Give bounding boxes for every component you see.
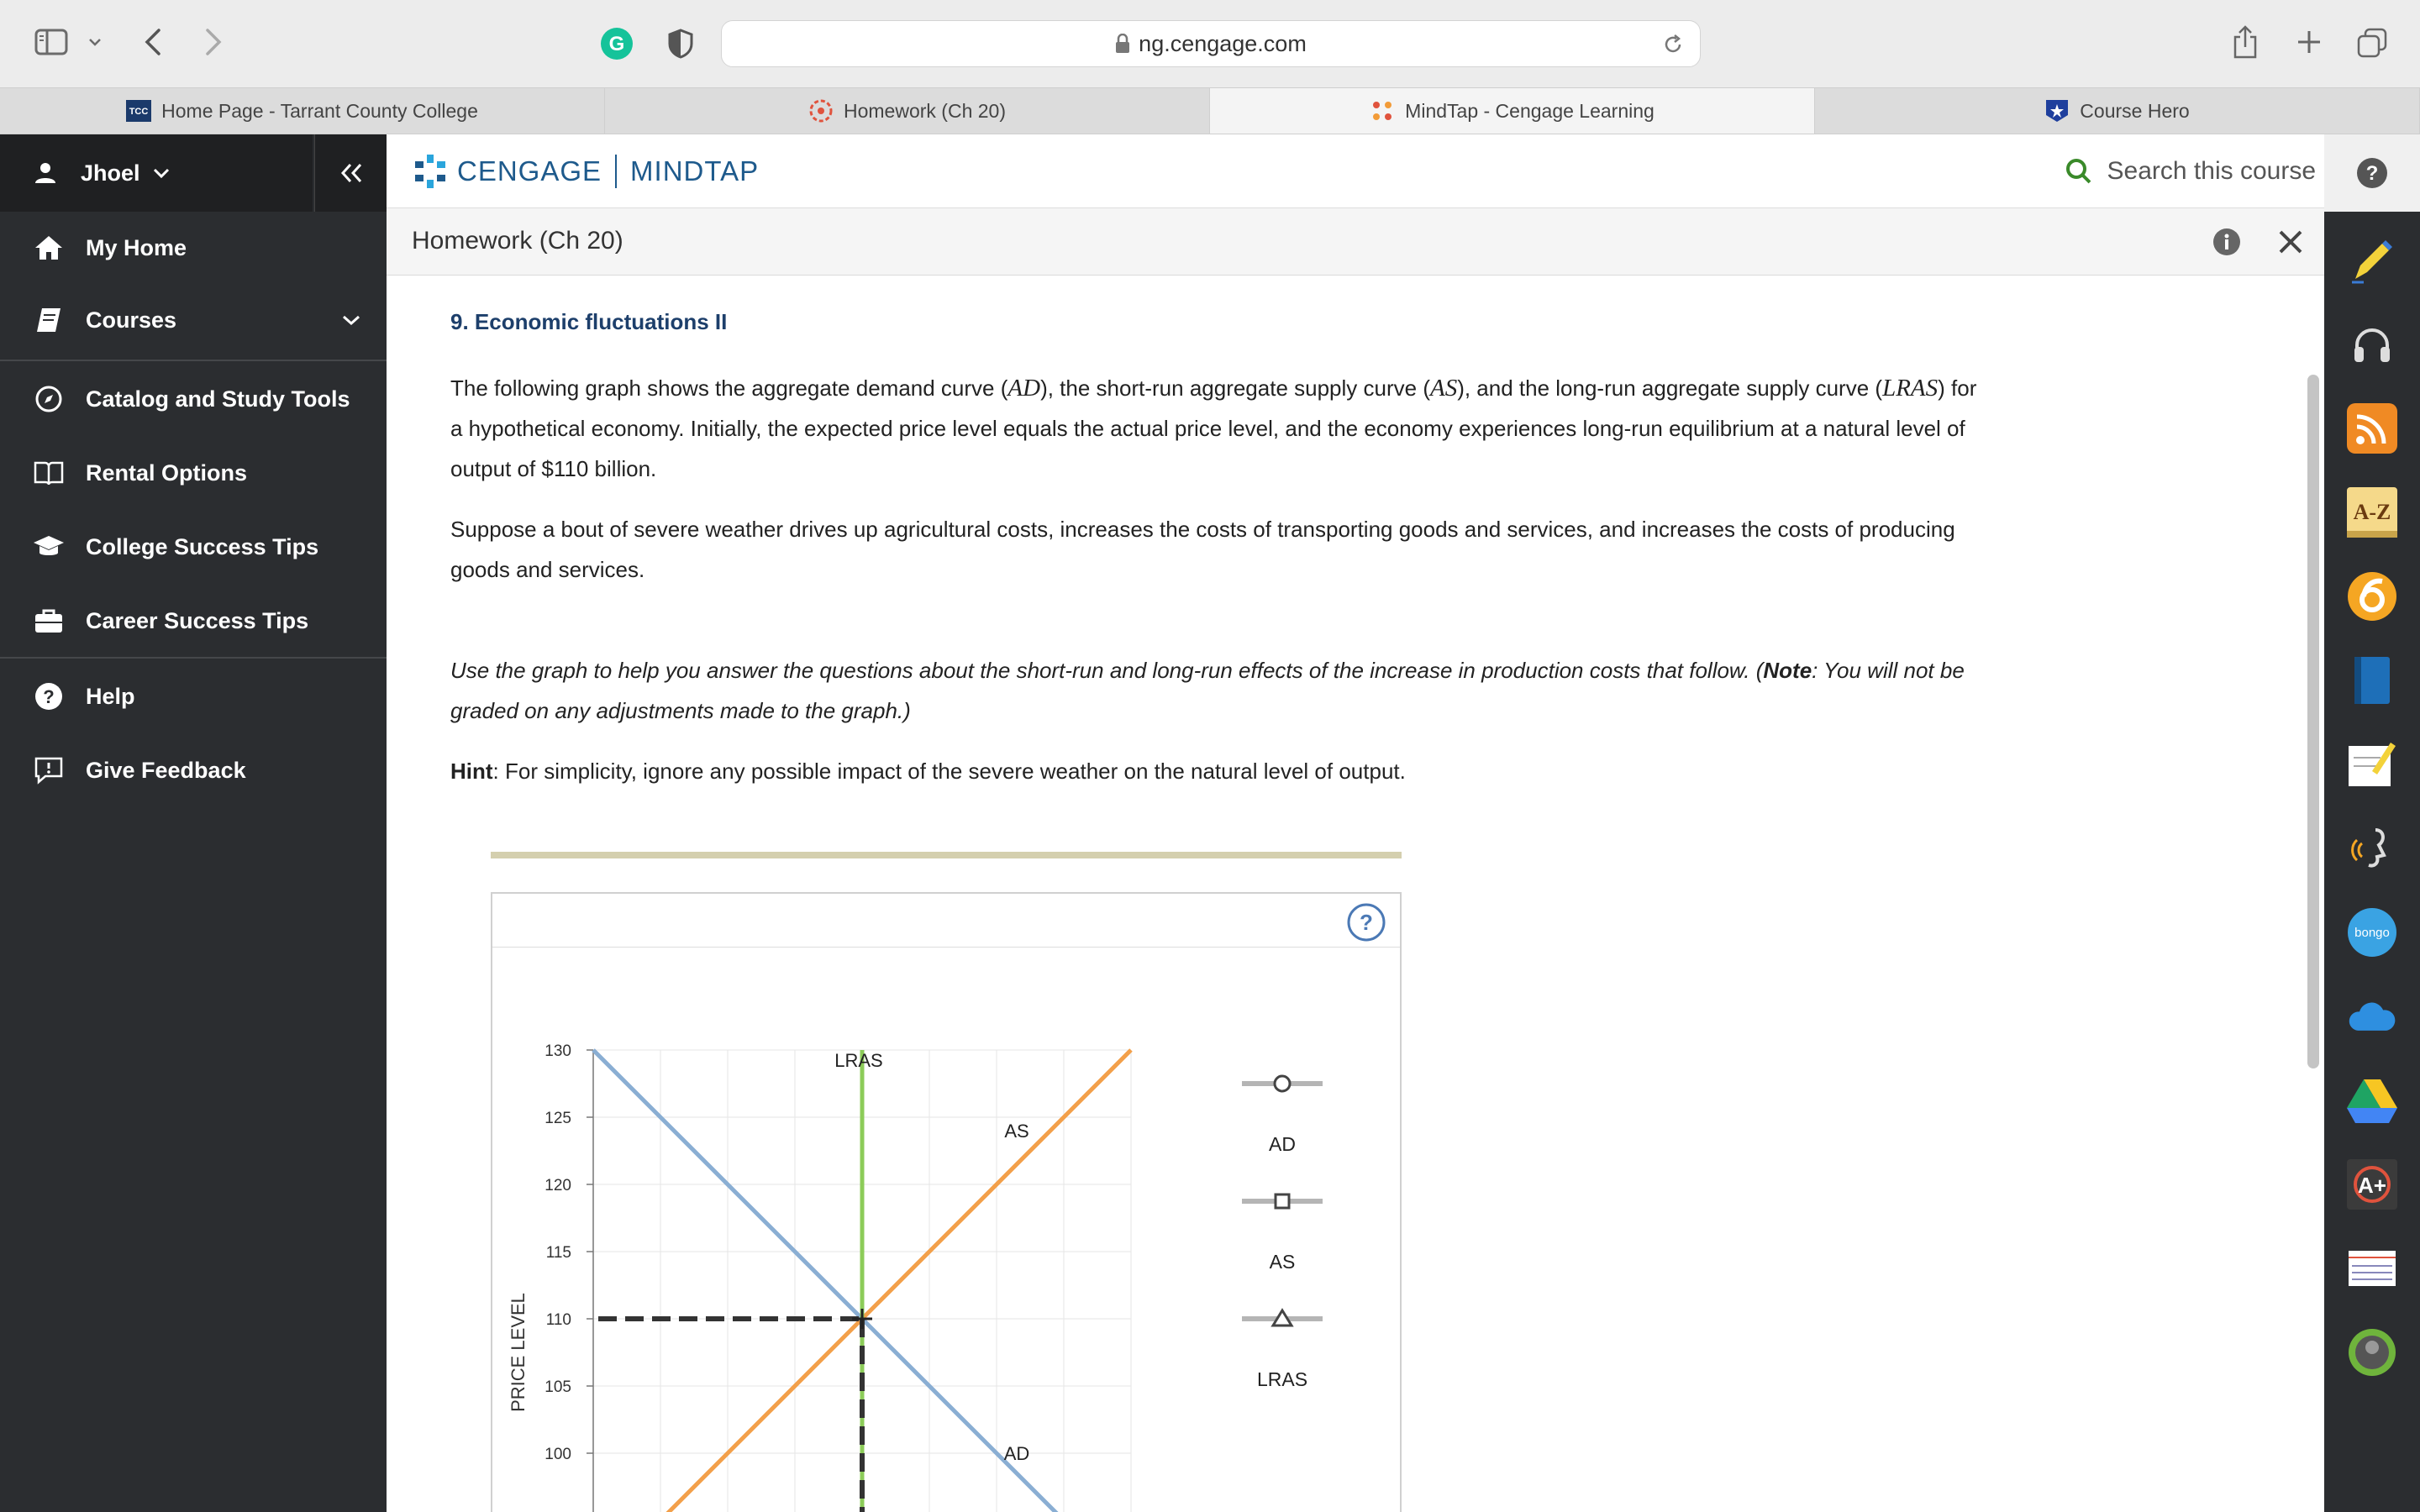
math-lras: LRAS bbox=[1882, 375, 1939, 402]
tcc-favicon bbox=[126, 98, 151, 123]
intro-text: ) for a hypothetical economy. Initially, the expected price level equals the actual price level, and the economy experiences long-run equilibrium at a natural level of output of $110 billion. bbox=[450, 375, 1977, 481]
tab-label: Home Page - Tarrant County College bbox=[161, 99, 478, 122]
nav-item-catalog[interactable] bbox=[0, 363, 387, 435]
book-icon bbox=[32, 303, 66, 337]
help-icon[interactable] bbox=[2324, 134, 2420, 212]
browser-tab-active[interactable] bbox=[1210, 88, 1815, 134]
legend-marker-square bbox=[1276, 1194, 1289, 1208]
info-icon[interactable] bbox=[2210, 225, 2244, 259]
reload-icon[interactable] bbox=[1660, 31, 1686, 58]
y-tick-label: 115 bbox=[545, 1244, 571, 1262]
double-chevron-left-icon bbox=[339, 162, 364, 184]
nav-item-label: Give Feedback bbox=[86, 757, 246, 783]
url-text: ng.cengage.com bbox=[1139, 30, 1307, 56]
cengage-favicon bbox=[808, 98, 834, 123]
bongo-icon[interactable] bbox=[2347, 907, 2397, 958]
cengage-favicon bbox=[1370, 98, 1395, 123]
onedrive-icon[interactable] bbox=[2347, 991, 2397, 1042]
activity-header bbox=[387, 208, 2324, 276]
close-icon[interactable] bbox=[2272, 223, 2309, 260]
plus-icon[interactable] bbox=[2291, 24, 2328, 60]
notes-icon[interactable] bbox=[2347, 739, 2397, 790]
question-scenario: Suppose a bout of severe weather drives up agricultural costs, increases the costs of transporting goods and services, and increases the costs of producing goods and services. bbox=[450, 517, 1955, 582]
question-instructions bbox=[450, 650, 1988, 731]
instructions-text: : You will not be graded on any adjustments made to the graph.) bbox=[450, 658, 1965, 723]
brand-cengage: CENGAGE bbox=[457, 155, 602, 186]
course-search[interactable] bbox=[2065, 153, 2316, 190]
ad-curve bbox=[593, 1050, 1064, 1512]
question-title: 9. Economic fluctuations II bbox=[450, 309, 728, 334]
app-header bbox=[387, 134, 2324, 208]
graph-divider bbox=[491, 852, 1402, 858]
browser-tab[interactable] bbox=[605, 88, 1210, 134]
nav-item-my-home[interactable] bbox=[0, 212, 387, 284]
compass-icon bbox=[32, 382, 66, 416]
chevron-down-icon[interactable] bbox=[341, 314, 361, 326]
user-icon bbox=[34, 161, 57, 185]
brand-mindtap: MINDTAP bbox=[630, 155, 760, 186]
instructions-text: Use the graph to help you answer the questions about the short-run and long-run effects of the increase in production costs that follow. ( bbox=[450, 658, 1764, 683]
sidebar-toggle-icon[interactable] bbox=[30, 25, 72, 59]
tab-label: Course Hero bbox=[2080, 99, 2190, 122]
svg-text:bongo: bongo bbox=[2354, 926, 2390, 940]
left-navigation bbox=[0, 134, 387, 1512]
note-label: Note bbox=[1763, 658, 1812, 683]
nav-item-give-feedback[interactable] bbox=[0, 734, 387, 806]
open-book-icon bbox=[32, 456, 66, 490]
legend-label: AD bbox=[1269, 1133, 1296, 1155]
nav-item-label: Courses bbox=[86, 307, 177, 333]
y-tick-label: 130 bbox=[544, 1042, 571, 1060]
nav-item-label: My Home bbox=[86, 234, 187, 260]
tab-label: MindTap - Cengage Learning bbox=[1405, 99, 1655, 122]
collapse-nav-button[interactable] bbox=[314, 134, 387, 212]
nav-divider bbox=[0, 657, 387, 659]
y-tick-label: 105 bbox=[544, 1378, 571, 1396]
y-tick-label: 125 bbox=[544, 1110, 571, 1127]
forward-arrow-icon[interactable] bbox=[195, 24, 232, 60]
course-hero-favicon bbox=[2044, 98, 2070, 123]
briefcase-icon bbox=[32, 604, 66, 638]
y-tick-label: 110 bbox=[545, 1311, 571, 1329]
intro-text: ), and the long-run aggregate supply curve ( bbox=[1457, 375, 1883, 401]
svg-text:?: ? bbox=[1360, 910, 1373, 935]
lras-curve-label: LRAS bbox=[834, 1050, 883, 1071]
nav-item-label: Help bbox=[86, 683, 135, 709]
as-curve bbox=[660, 1050, 1131, 1512]
question-hint bbox=[450, 751, 1988, 791]
svg-text:TCC: TCC bbox=[129, 107, 149, 117]
y-tick-label: 120 bbox=[544, 1177, 571, 1194]
nav-item-college-success-tips[interactable] bbox=[0, 511, 387, 583]
rss-feed-icon[interactable] bbox=[2347, 403, 2397, 454]
apps-rail bbox=[2324, 134, 2420, 1512]
page-title: Homework (Ch 20) bbox=[412, 227, 623, 255]
lock-icon bbox=[1115, 34, 1130, 54]
search-placeholder: Search this course bbox=[2107, 157, 2316, 185]
flashcards-icon[interactable] bbox=[2347, 1243, 2397, 1294]
svg-text:?: ? bbox=[43, 686, 55, 707]
privacy-shield-icon[interactable] bbox=[662, 25, 699, 62]
share-icon[interactable] bbox=[2227, 22, 2264, 62]
search-icon bbox=[2065, 158, 2092, 185]
brand-divider bbox=[615, 155, 617, 188]
nav-divider bbox=[0, 360, 387, 361]
svg-text:A+: A+ bbox=[2358, 1173, 2386, 1198]
tab-label: Homework (Ch 20) bbox=[844, 99, 1006, 122]
back-arrow-icon[interactable] bbox=[134, 24, 171, 60]
svg-text:?: ? bbox=[2365, 162, 2379, 185]
intro-text: The following graph shows the aggregate demand curve ( bbox=[450, 375, 1008, 401]
browser-tab[interactable] bbox=[1815, 88, 2420, 134]
address-bar[interactable] bbox=[721, 20, 1701, 67]
legend-label: LRAS bbox=[1256, 1368, 1308, 1390]
headphones-icon[interactable] bbox=[2347, 319, 2397, 370]
aplia-icon[interactable] bbox=[2347, 1159, 2397, 1210]
y-tick-label: 100 bbox=[544, 1446, 571, 1463]
hint-text: : For simplicity, ignore any possible impact of the severe weather on the natural level of output. bbox=[492, 759, 1406, 784]
highlighter-icon[interactable] bbox=[2347, 235, 2397, 286]
question-intro bbox=[450, 368, 1988, 489]
ad-curve-label: AD bbox=[1003, 1443, 1030, 1464]
chevron-down-icon bbox=[152, 167, 171, 179]
legend-marker-circle bbox=[1275, 1076, 1290, 1091]
chevron-down-icon[interactable] bbox=[82, 29, 108, 55]
nav-item-rental-options[interactable] bbox=[0, 437, 387, 509]
google-drive-icon[interactable] bbox=[2347, 1075, 2397, 1126]
math-ad: AD bbox=[1007, 375, 1041, 402]
nav-item-label: Career Success Tips bbox=[86, 607, 309, 633]
y-axis-label: PRICE LEVEL bbox=[508, 1293, 529, 1412]
nav-item-help[interactable] bbox=[0, 660, 387, 732]
hint-label: Hint bbox=[450, 759, 493, 784]
nav-item-label: Rental Options bbox=[86, 459, 248, 486]
grammarly-icon[interactable] bbox=[598, 25, 635, 62]
legend-label: AS bbox=[1269, 1251, 1296, 1273]
question-content bbox=[387, 276, 2324, 1512]
as-curve-label: AS bbox=[1004, 1121, 1029, 1142]
svg-text:A-Z: A-Z bbox=[2353, 500, 2391, 524]
intro-text: ), the short-run aggregate supply curve ( bbox=[1040, 375, 1430, 401]
svg-text:G: G bbox=[608, 33, 625, 55]
home-icon bbox=[32, 231, 66, 265]
ebook-icon[interactable] bbox=[2347, 655, 2397, 706]
profile-app-icon[interactable] bbox=[2347, 1327, 2397, 1378]
tab-overview-icon[interactable] bbox=[2353, 24, 2391, 62]
browser-tab-strip bbox=[0, 87, 2420, 134]
nav-item-courses[interactable] bbox=[0, 284, 387, 356]
browser-toolbar bbox=[0, 0, 2420, 87]
browser-tab[interactable] bbox=[0, 88, 605, 134]
feedback-icon bbox=[32, 753, 66, 787]
ad-as-graph[interactable] bbox=[492, 894, 1400, 1512]
graduation-cap-icon bbox=[32, 530, 66, 564]
cengage-mindtap-logo[interactable] bbox=[412, 153, 759, 190]
graph-tool-panel bbox=[491, 892, 1402, 1512]
scrollbar[interactable] bbox=[2307, 375, 2319, 1068]
nav-item-label: Catalog and Study Tools bbox=[86, 386, 350, 412]
help-icon bbox=[32, 680, 66, 713]
progress-app-icon[interactable] bbox=[2347, 571, 2397, 622]
read-speaker-icon[interactable] bbox=[2347, 823, 2397, 874]
math-as: AS bbox=[1429, 375, 1458, 402]
cengage-logo-icon bbox=[412, 153, 449, 190]
dictionary-icon[interactable] bbox=[2347, 487, 2397, 538]
user-name: Jhoel bbox=[81, 160, 140, 186]
user-menu[interactable] bbox=[0, 134, 313, 212]
nav-item-label: College Success Tips bbox=[86, 533, 319, 559]
nav-item-career-success-tips[interactable] bbox=[0, 585, 387, 657]
